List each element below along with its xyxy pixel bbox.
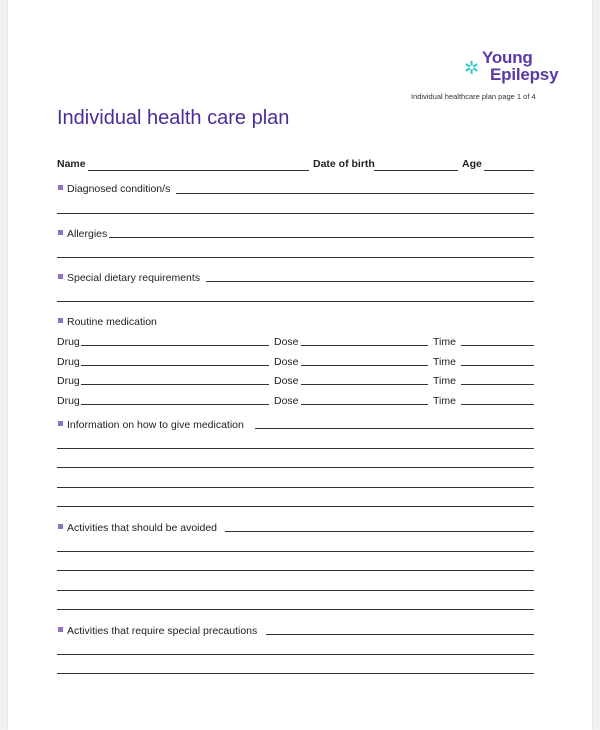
routine-label: Routine medication (67, 316, 157, 328)
dietary-field-line2[interactable] (57, 301, 534, 302)
info-field-line[interactable] (57, 448, 534, 449)
avoided-field-line[interactable] (57, 570, 534, 571)
dose-field[interactable] (301, 345, 428, 346)
bullet-icon (58, 627, 63, 632)
star-icon: ✲ (464, 58, 480, 78)
form-page (8, 0, 592, 730)
drug-label: Drug (57, 356, 80, 368)
dose-field[interactable] (301, 384, 428, 385)
bullet-icon (58, 524, 63, 529)
drug-label: Drug (57, 395, 80, 407)
info-field-line[interactable] (57, 487, 534, 488)
allergies-label: Allergies (67, 228, 108, 240)
bullet-icon (58, 274, 63, 279)
diagnosed-field-line2[interactable] (57, 213, 534, 214)
logo-line-1: Young (482, 48, 533, 67)
avoided-label: Activities that should be avoided (67, 522, 218, 534)
diagnosed-label: Diagnosed condition/s (67, 183, 171, 195)
dose-field[interactable] (301, 365, 428, 366)
diagnosed-field[interactable] (176, 193, 534, 194)
info-field-line[interactable] (57, 467, 534, 468)
allergies-field[interactable] (109, 237, 534, 238)
info-field-line[interactable] (57, 506, 534, 507)
precautions-field-line[interactable] (57, 654, 534, 655)
bullet-icon (58, 318, 63, 323)
drug-label: Drug (57, 375, 80, 387)
drug-field[interactable] (81, 345, 269, 346)
avoided-field-line[interactable] (57, 551, 534, 552)
dose-field[interactable] (301, 404, 428, 405)
avoided-field-line[interactable] (57, 609, 534, 610)
avoided-field[interactable] (225, 531, 534, 532)
precautions-label: Activities that require special precautions (67, 625, 258, 637)
drug-field[interactable] (81, 384, 269, 385)
bullet-icon (58, 230, 63, 235)
info-field[interactable] (255, 428, 534, 429)
page-title: Individual health care plan (57, 107, 290, 129)
time-label: Time (433, 375, 456, 387)
time-field[interactable] (461, 365, 534, 366)
avoided-field-line[interactable] (57, 590, 534, 591)
dob-label: Date of birth (313, 158, 375, 170)
time-label: Time (433, 356, 456, 368)
dietary-field[interactable] (206, 281, 534, 282)
drug-field[interactable] (81, 365, 269, 366)
time-field[interactable] (461, 384, 534, 385)
dose-label: Dose (274, 375, 299, 387)
dose-label: Dose (274, 395, 299, 407)
time-label: Time (433, 336, 456, 348)
bullet-icon (58, 185, 63, 190)
name-label: Name (57, 158, 86, 170)
drug-field[interactable] (81, 404, 269, 405)
logo-line-2: Epilepsy (490, 65, 559, 84)
time-field[interactable] (461, 404, 534, 405)
dose-label: Dose (274, 356, 299, 368)
dob-field[interactable] (374, 170, 458, 171)
allergies-field-line2[interactable] (57, 257, 534, 258)
precautions-field-line[interactable] (57, 673, 534, 674)
bullet-icon (58, 421, 63, 426)
time-label: Time (433, 395, 456, 407)
age-label: Age (462, 158, 482, 170)
info-label: Information on how to give medication (67, 419, 244, 431)
dose-label: Dose (274, 336, 299, 348)
dietary-label: Special dietary requirements (67, 272, 201, 284)
age-field[interactable] (484, 170, 534, 171)
page-info: Individual healthcare plan page 1 of 4 (411, 92, 536, 101)
precautions-field[interactable] (266, 634, 534, 635)
time-field[interactable] (461, 345, 534, 346)
drug-label: Drug (57, 336, 80, 348)
name-field[interactable] (88, 170, 309, 171)
